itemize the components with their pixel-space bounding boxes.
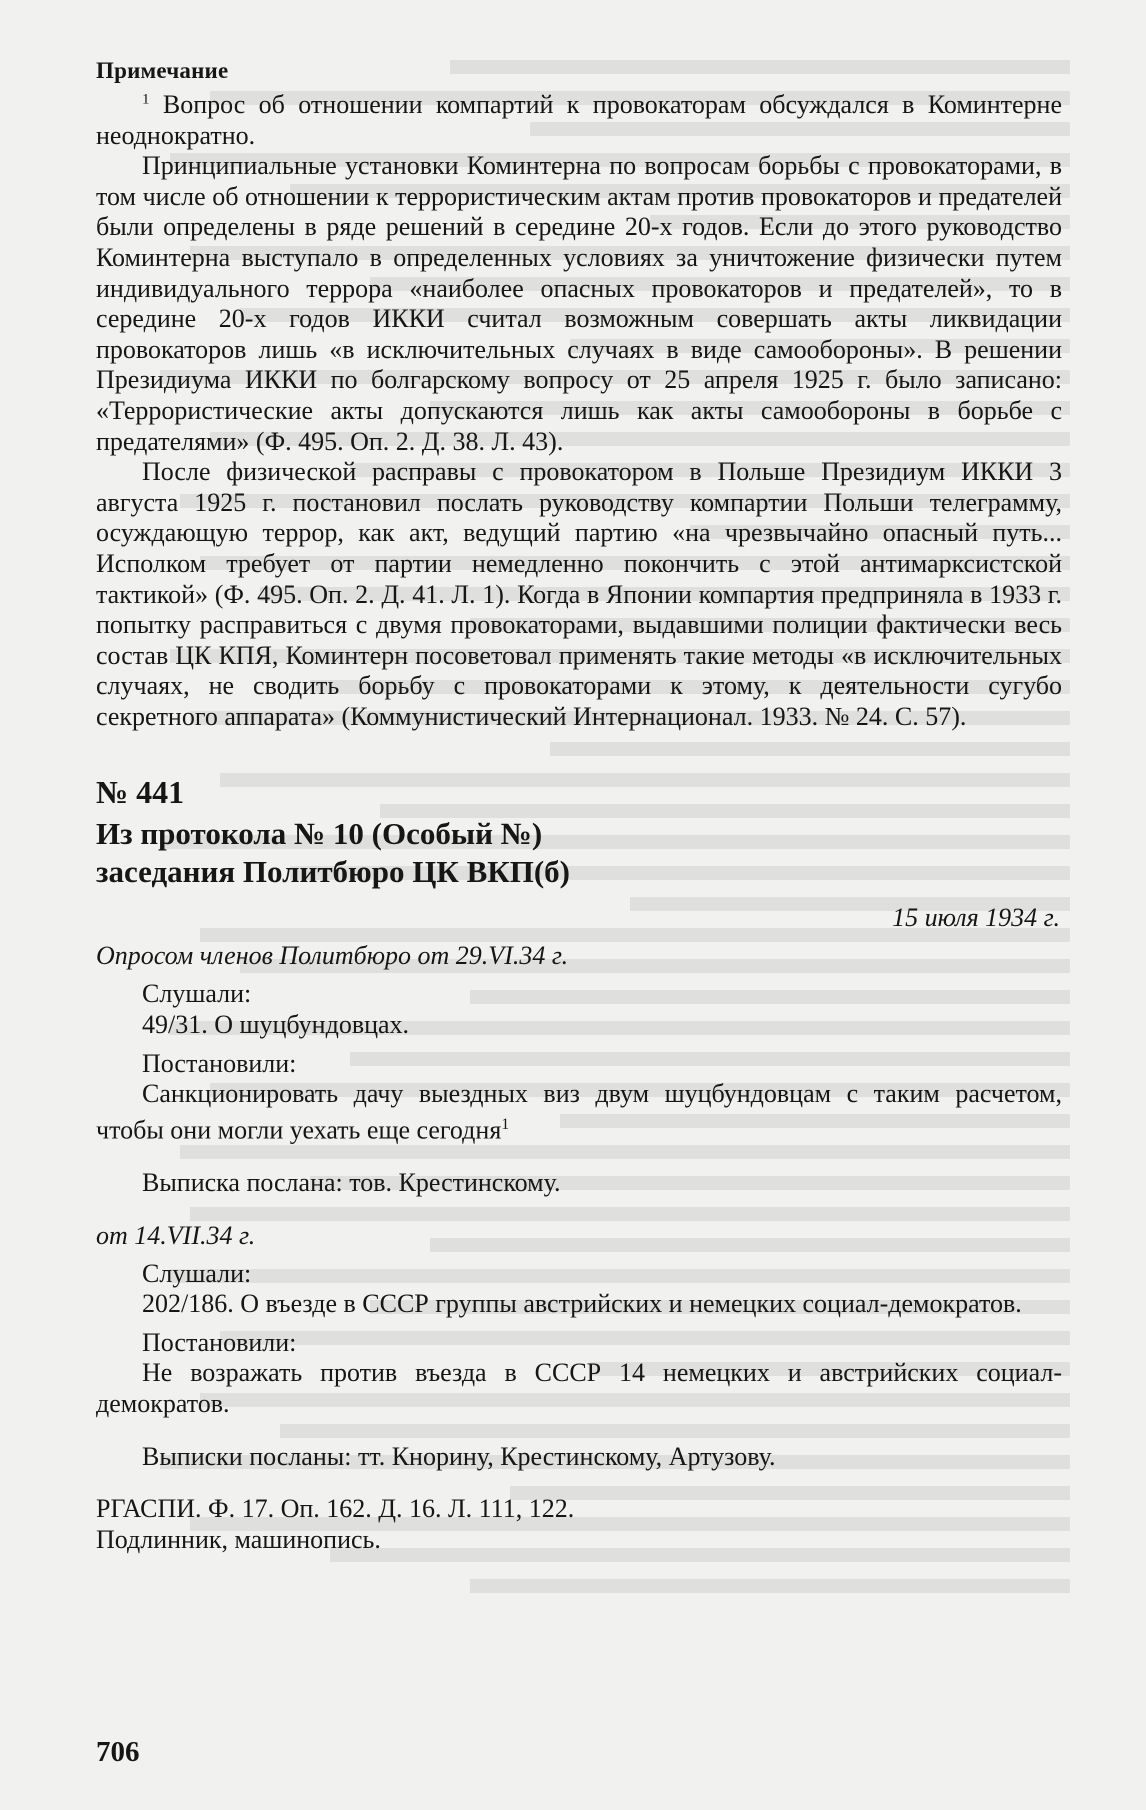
poll-date-2: от 14.VII.34 г. — [96, 1220, 256, 1250]
page-number: 706 — [96, 1736, 140, 1768]
note-paragraph-1 — [96, 90, 1062, 151]
poll-date-1: Опросом членов Политбюро от 29.VI.34 г. — [96, 941, 569, 971]
extract-sent-1: Выписка послана: тов. Крестинскому. — [142, 1168, 561, 1198]
document-title-line-1: Из протокола № 10 (Особый №) — [96, 816, 543, 852]
decided-text-1-body: Санкционировать дачу выездных виз двум шуцбундовцам с таким расчетом, чтобы они могли уехать еще сегодня — [96, 1079, 1062, 1145]
note-heading: Примечание — [96, 58, 229, 83]
heard-text-1: 49/31. О шуцбундовцах. — [142, 1010, 410, 1040]
document-number: № 441 — [96, 774, 185, 811]
document-title-line-2: заседания Политбюро ЦК ВКП(б) — [96, 854, 570, 890]
note-paragraph-1-text: Вопрос об отношении компартий к провокаторам обсуждался в Коминтерне неоднократно. — [96, 90, 1062, 150]
heard-label-1: Слушали: — [142, 979, 252, 1009]
heard-label-2: Слушали: — [142, 1258, 252, 1288]
note-paragraph-2: Принципиальные установки Коминтерна по вопросам борьбы с провокаторами, в том числе об отношении к террористическим актам против провокаторов и предателей были определены в ряде решений в середине 20-х годов. Если до этого руководство Коминтерна выступало в определенных условиях за уничтожение физически путем индивидуального террора «наиболее опасных провокаторов и предателей», то в середине 20-х годов ИККИ считал возможным совершать акты ликвидации провокаторов лишь «в исключительных случаях в виде самообороны». В решении Президиума ИККИ по болгарскому вопросу от 25 апреля 1925 г. было записано: «Террористические акты допускаются лишь как акты самообороны в борьбе с предателями» (Ф. 495. Оп. 2. Д. 38. Л. 43). — [96, 151, 1062, 456]
document-page — [96, 58, 1062, 1555]
original-note: Подлинник, машинопись. — [96, 1524, 381, 1554]
document-date: 15 июля 1934 г. — [892, 903, 1060, 933]
archive-reference: РГАСПИ. Ф. 17. Оп. 162. Д. 16. Л. 111, 122. — [96, 1494, 575, 1524]
heard-text-2: 202/186. О въезде в СССР группы австрийских и немецких социал-демократов. — [142, 1289, 1022, 1319]
footnote-marker: 1 — [142, 91, 150, 108]
extract-sent-2: Выписки посланы: тт. Кнорину, Крестинскому, Артузову. — [142, 1441, 776, 1471]
note-paragraph-3: После физической расправы с провокатором в Польше Президиум ИККИ 3 августа 1925 г. постановил послать руководству компартии Польши телеграмму, осуждающую террор, как акт, ведущий партию «на чрезвычайно опасный путь... Исполком требует от партии немедленно покончить с этой антимарксистской тактикой» (Ф. 495. Оп. 2. Д. 41. Л. 1). Когда в Японии компартия предприняла в 1933 г. попытку расправиться с двумя провокаторами, выдавшими полиции фактически весь состав ЦК КПЯ, Коминтерн посоветовал применять такие методы «в исключительных случаях, не сводить борьбу с провокаторами к этому, к деятельности сугубо секретного аппарата» (Коммунистический Интернационал. 1933. № 24. С. 57). — [96, 457, 1062, 731]
decided-label-1: Постановили: — [142, 1048, 297, 1078]
decided-text-2: Не возражать против въезда в СССР 14 немецких и австрийских социал-демократов. — [96, 1358, 1062, 1419]
decided-label-2: Постановили: — [142, 1327, 297, 1357]
decided-footnote-marker: 1 — [501, 1115, 510, 1133]
decided-text-1 — [96, 1079, 1062, 1146]
